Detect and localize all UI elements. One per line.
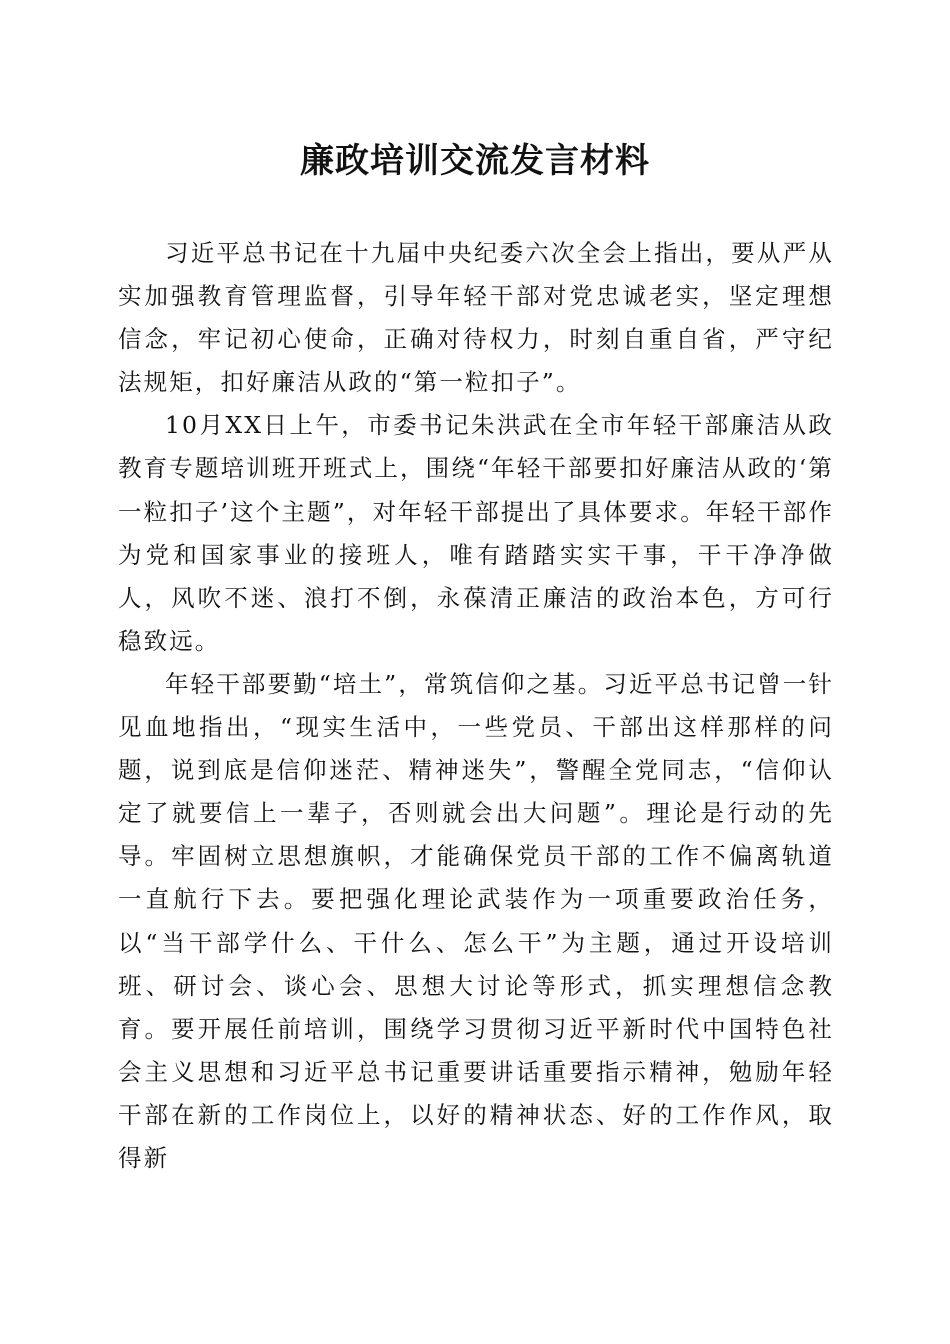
document-body <box>118 232 834 1180</box>
paragraph-2: 10月XX日上午，市委书记朱洪武在全市年轻干部廉洁从政教育专题培训班开班式上，围绕“年轻干部要扣好廉洁从政的‘第一粒扣子’这个主题”，对年轻干部提出了具体要求。年轻干部作为党和国家事业的接班人，唯有踏踏实实干事，干干净净做人，风吹不迷、浪打不倒，永葆清正廉洁的政治本色，方可行稳致远。 <box>118 411 834 655</box>
paragraph-1: 习近平总书记在十九届中央纪委六次全会上指出，要从严从实加强教育管理监督，引导年轻干部对党忠诚老实，坚定理想信念，牢记初心使命，正确对待权力，时刻自重自省，严守纪法规矩，扣好廉洁从政的“第一粒扣子”。 <box>118 239 834 397</box>
paragraph-3: 年轻干部要勤“培土”，常筑信仰之基。习近平总书记曾一针见血地指出，“现实生活中，一些党员、干部出这样那样的问题，说到底是信仰迷茫、精神迷失”，警醒全党同志，“信仰认定了就要信上一辈子，否则就会出大问题”。理论是行动的先导。牢固树立思想旗帜，才能确保党员干部的工作不偏离轨道一直航行下去。要把强化理论武装作为一项重要政治任务，以“当干部学什么、干什么、怎么干”为主题，通过开设培训班、研讨会、谈心会、思想大讨论等形式，抓实理想信念教育。要开展任前培训，围绕学习贯彻习近平新时代中国特色社会主义思想和习近平总书记重要讲话重要指示精神，勉励年轻干部在新的工作岗位上，以好的精神状态、好的工作作风，取得新 <box>118 669 834 1172</box>
document-title: 廉政培训交流发言材料 <box>300 141 650 181</box>
